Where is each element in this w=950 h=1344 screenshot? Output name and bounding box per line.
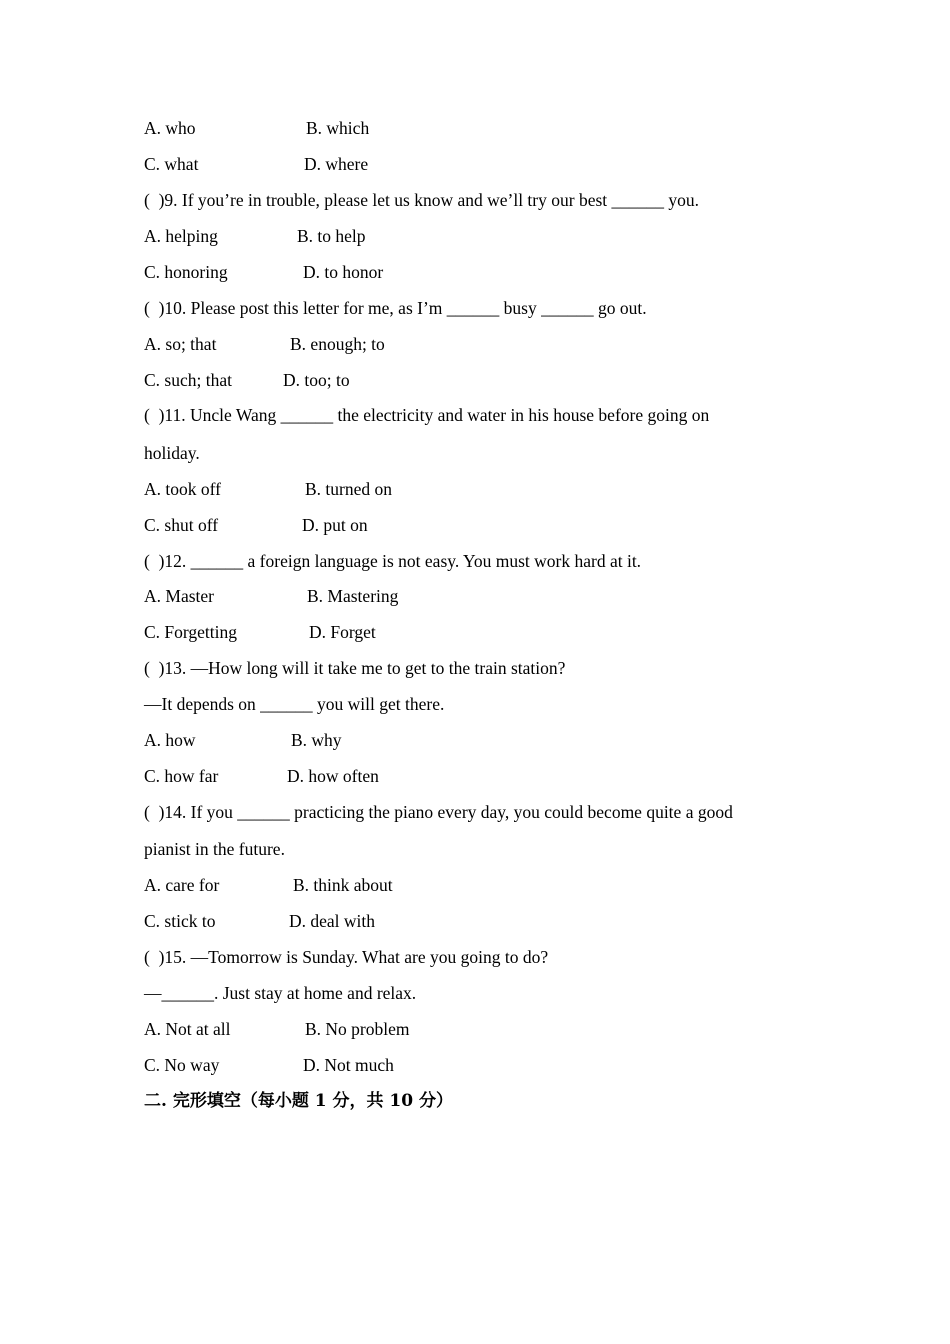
q8-option-b: B. which	[306, 118, 370, 138]
q8-option-d: D. where	[304, 154, 369, 174]
q11-option-a: A. took off	[144, 479, 221, 499]
q14-option-c: C. stick to	[144, 911, 216, 931]
q10-option-d: D. too; to	[283, 370, 350, 390]
q13-option-a: A. how	[144, 730, 196, 750]
q9-option-c: C. honoring	[144, 262, 228, 282]
q15-option-a: A. Not at all	[144, 1019, 231, 1039]
q11-option-c: C. shut off	[144, 515, 219, 535]
q13-option-b: B. why	[291, 730, 342, 750]
q12-option-b: B. Mastering	[307, 586, 399, 606]
q15-stem-line1: ( )15. —Tomorrow is Sunday. What are you going to do?	[144, 947, 549, 967]
q13-option-d: D. how often	[287, 766, 379, 786]
q11-stem-line2: holiday.	[144, 443, 200, 463]
q14-option-a: A. care for	[144, 875, 220, 895]
section-heading-cloze: 二. 完形填空（每小题 1 分，共 10 分）	[144, 1091, 453, 1111]
q13-option-c: C. how far	[144, 766, 219, 786]
q8-option-c: C. what	[144, 154, 199, 174]
q9-option-b: B. to help	[297, 226, 366, 246]
q15-option-d: D. Not much	[303, 1055, 394, 1075]
q15-option-b: B. No problem	[305, 1019, 410, 1039]
q14-stem-line1: ( )14. If you ______ practicing the piano every day, you could become quite a good	[144, 802, 733, 822]
q12-option-d: D. Forget	[309, 622, 376, 642]
q12-option-a: A. Master	[144, 586, 214, 606]
q9-option-a: A. helping	[144, 226, 218, 246]
q8-option-a: A. who	[144, 118, 196, 138]
q15-stem-line2: —______. Just stay at home and relax.	[144, 983, 417, 1003]
q9-stem: ( )9. If you’re in trouble, please let us know and we’ll try our best ______ you.	[144, 190, 700, 210]
q12-option-c: C. Forgetting	[144, 622, 238, 642]
q9-option-d: D. to honor	[303, 262, 384, 282]
q14-stem-line2: pianist in the future.	[144, 839, 285, 859]
q15-option-c: C. No way	[144, 1055, 220, 1075]
q12-stem: ( )12. ______ a foreign language is not easy. You must work hard at it.	[144, 551, 642, 571]
q10-option-b: B. enough; to	[290, 334, 385, 354]
q14-option-b: B. think about	[293, 875, 393, 895]
q10-option-a: A. so; that	[144, 334, 217, 354]
q11-option-d: D. put on	[302, 515, 368, 535]
q11-stem-line1: ( )11. Uncle Wang ______ the electricity and water in his house before going on	[144, 405, 710, 425]
q10-option-c: C. such; that	[144, 370, 232, 390]
q10-stem: ( )10. Please post this letter for me, as I’m ______ busy ______ go out.	[144, 298, 647, 318]
q11-option-b: B. turned on	[305, 479, 393, 499]
q14-option-d: D. deal with	[289, 911, 376, 931]
q13-stem-line2: —It depends on ______ you will get there.	[144, 694, 445, 714]
q13-stem-line1: ( )13. —How long will it take me to get to the train station?	[144, 658, 566, 678]
